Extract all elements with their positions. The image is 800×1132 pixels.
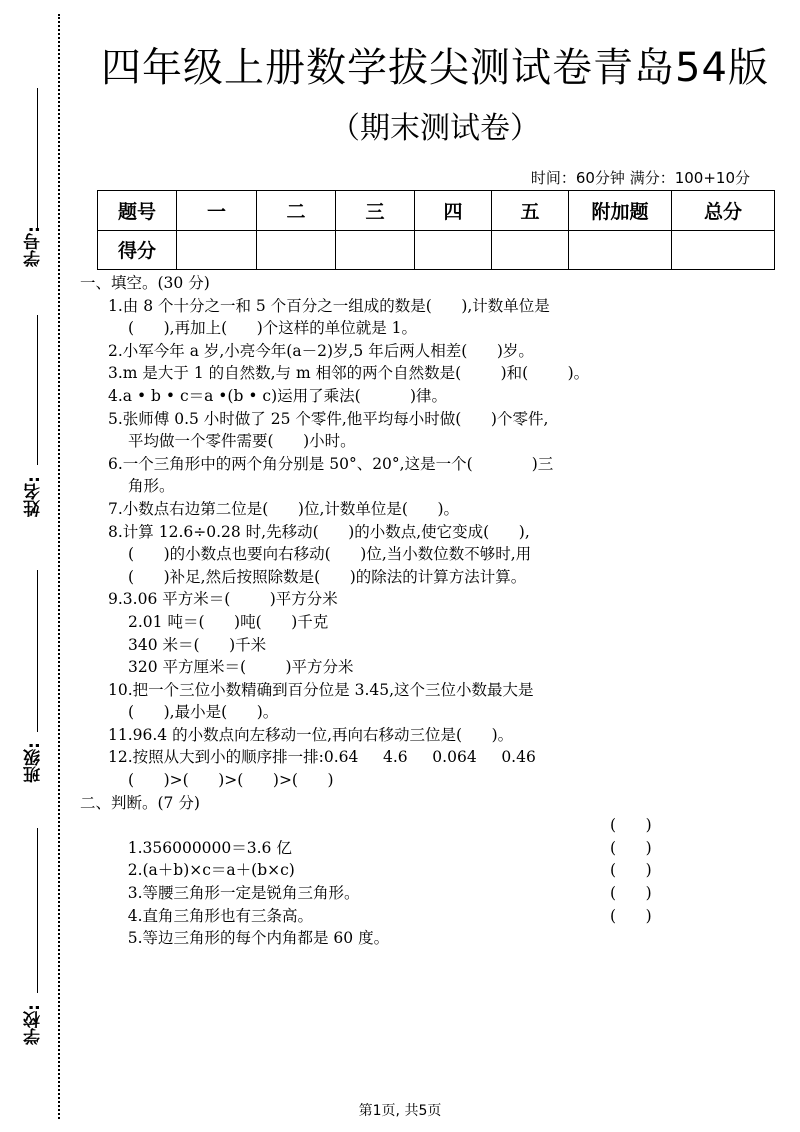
score-table-score-row bbox=[98, 230, 775, 270]
question-line: 3.m 是大于 1 的自然数,与 m 相邻的两个自然数是( )和( )。 bbox=[108, 364, 590, 383]
question-line: 7.小数点右边第二位是( )位,计数单位是( )。 bbox=[108, 499, 460, 518]
question-line: 320 平方厘米＝( )平方分米 bbox=[128, 658, 354, 677]
header-cell-1: 一 bbox=[177, 191, 257, 231]
answer-blank[interactable]: ( ) bbox=[610, 861, 652, 880]
question-line: 11.96.4 的小数点向左移动一位,再向右移动三位是( )。 bbox=[108, 725, 514, 744]
judge-item bbox=[80, 837, 680, 880]
page-footer: 第1页, 共5页 bbox=[358, 1103, 442, 1119]
score-cell[interactable] bbox=[177, 230, 257, 270]
question-line: 5.张师傅 0.5 小时做了 25 个零件,他平均每小时做( )个零件, bbox=[108, 409, 549, 428]
question-line: ( )>( )>( )>( ) bbox=[128, 771, 334, 790]
header-cell-2: 二 bbox=[257, 191, 336, 231]
exam-title: 四年级上册数学拔尖测试卷青岛54版 bbox=[101, 45, 769, 91]
question-content bbox=[80, 272, 680, 948]
question-line: 6.一个三角形中的两个角分别是 50°、20°,这是一个( )三 bbox=[108, 454, 554, 473]
score-cell[interactable] bbox=[415, 230, 492, 270]
answer-blank[interactable]: ( ) bbox=[610, 816, 652, 835]
header-cell-3: 三 bbox=[336, 191, 415, 231]
score-cell[interactable] bbox=[569, 230, 672, 270]
answer-blank[interactable]: ( ) bbox=[610, 838, 652, 857]
question-line: 12.按照从大到小的顺序排一排:0.64 4.6 0.064 0.46 bbox=[108, 748, 536, 767]
question-line: 2.01 吨＝( )吨( )千克 bbox=[128, 612, 329, 631]
score-cell[interactable] bbox=[336, 230, 415, 270]
class-label: 班级: bbox=[24, 742, 44, 783]
question-line: 角形。 bbox=[128, 477, 175, 496]
question-line: 9.3.06 平方米＝( )平方分米 bbox=[108, 590, 338, 609]
section-heading-true-false: 二、判断。(7 分) bbox=[80, 793, 200, 812]
answer-blank[interactable]: ( ) bbox=[610, 906, 652, 925]
question-line: 10.把一个三位小数精确到百分位是 3.45,这个三位小数最大是 bbox=[108, 680, 534, 699]
judge-item-text: 4.直角三角形也有三条高。 bbox=[127, 906, 314, 925]
binding-dotted-line bbox=[58, 14, 60, 1119]
name-label: 姓名: bbox=[24, 476, 44, 517]
student-id-label: 学号: bbox=[24, 226, 44, 267]
judge-item bbox=[80, 905, 680, 948]
score-cell[interactable] bbox=[492, 230, 569, 270]
score-table-header-row bbox=[98, 191, 775, 231]
judge-item-text: 1.356000000＝3.6 亿 bbox=[127, 838, 292, 857]
question-line: ( )的小数点也要向右移动( )位,当小数位数不够时,用 bbox=[128, 545, 532, 564]
score-cell[interactable] bbox=[257, 230, 336, 270]
score-table bbox=[97, 190, 775, 270]
header-cell-4: 四 bbox=[415, 191, 492, 231]
name-line bbox=[37, 315, 38, 465]
school-line bbox=[37, 828, 38, 993]
school-label: 学校: bbox=[24, 1004, 44, 1045]
time-info: 时间：60分钟 满分：100+10分 bbox=[530, 169, 750, 187]
question-line: 4.a • b • c＝a •(b • c)运用了乘法( )律。 bbox=[108, 386, 447, 405]
header-cell-total: 总分 bbox=[672, 191, 775, 231]
answer-blank[interactable]: ( ) bbox=[610, 884, 652, 903]
score-row-label: 得分 bbox=[98, 230, 177, 270]
question-line: ( ),最小是( )。 bbox=[128, 703, 279, 722]
question-line: 340 米＝( )千米 bbox=[128, 635, 267, 654]
question-line: ( )补足,然后按照除数是( )的除法的计算方法计算。 bbox=[128, 567, 527, 586]
judge-item-text: 3.等腰三角形一定是锐角三角形。 bbox=[127, 884, 360, 903]
question-line: ( ),再加上( )个这样的单位就是 1。 bbox=[128, 319, 418, 338]
judge-item bbox=[80, 859, 680, 903]
question-line: 1.由 8 个十分之一和 5 个百分之一组成的数是( ),计数单位是 bbox=[108, 296, 550, 315]
judge-item-text: 5.等边三角形的每个内角都是 60 度。 bbox=[127, 929, 390, 948]
header-cell-bonus: 附加题 bbox=[569, 191, 672, 231]
student-id-line bbox=[37, 88, 38, 228]
judge-item bbox=[80, 814, 680, 857]
question-line: 8.计算 12.6÷0.28 时,先移动( )的小数点,使它变成( ), bbox=[108, 522, 530, 541]
judge-item bbox=[80, 882, 680, 925]
judge-item-text: 2.(a＋b)×c＝a＋(b×c) bbox=[127, 861, 295, 880]
header-cell-5: 五 bbox=[492, 191, 569, 231]
header-cell-question-number: 题号 bbox=[98, 191, 177, 231]
class-line bbox=[37, 570, 38, 732]
exam-subtitle: （期末测试卷） bbox=[330, 111, 540, 146]
section-heading-fill-in: 一、填空。(30 分) bbox=[80, 274, 210, 292]
question-line: 平均做一个零件需要( )小时。 bbox=[128, 432, 356, 451]
score-cell[interactable] bbox=[672, 230, 775, 270]
question-line: 2.小军今年 a 岁,小亮今年(a－2)岁,5 年后两人相差( )岁。 bbox=[108, 341, 534, 360]
